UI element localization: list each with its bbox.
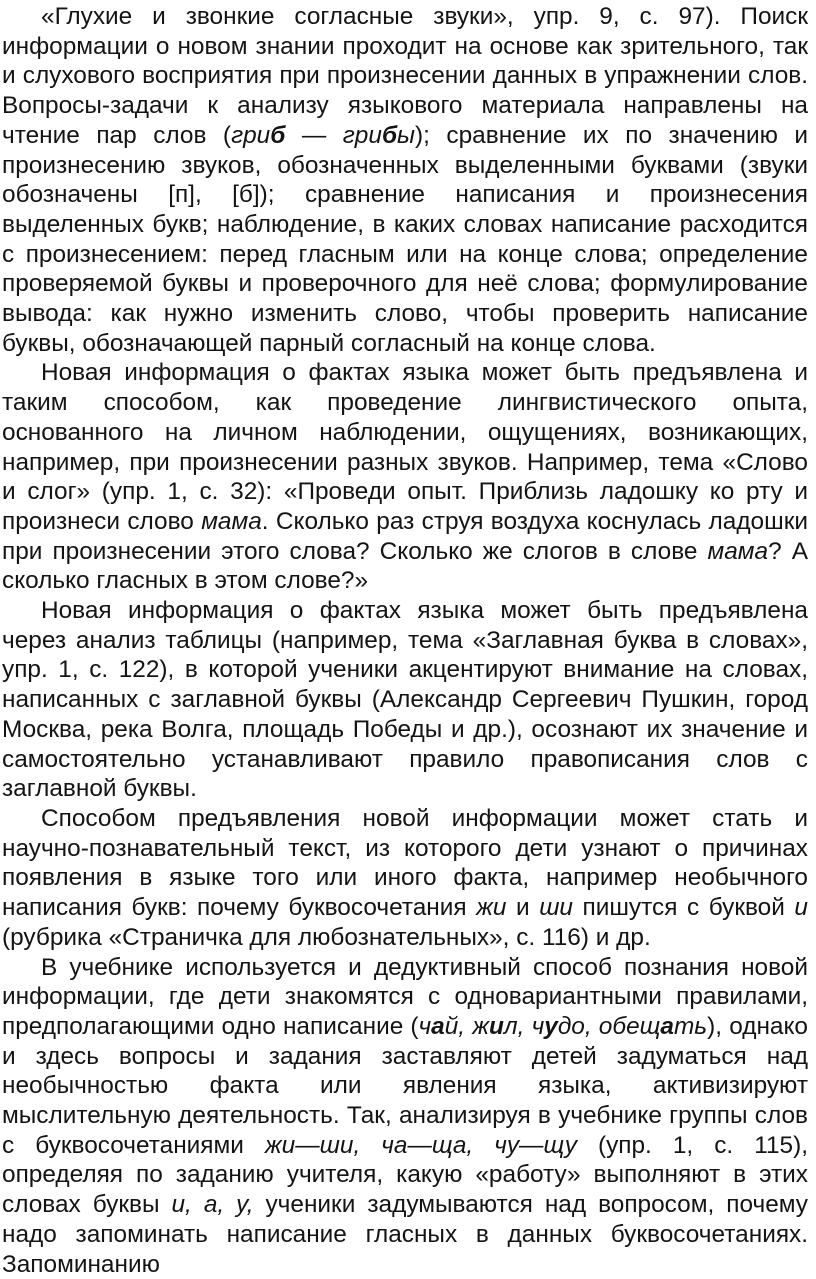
text-run: Новая информация о фактах языка может быть предъявлена через анализ таблицы (например, тема «Заглавная буква в словах», упр. 1, с. 122), в которой ученики акцентируют внимание на словах, написанных с заглавной буквы (Александр Сергеевич Пушкин, город Москва, река Волга, площадь Победы и др.), осознают их значение и самостоятельно устанавливают правило правописания слов с заглавной буквы. xyxy=(2,597,808,802)
emphasis-run: ть xyxy=(674,1013,707,1040)
emphasis-run: ши xyxy=(539,894,573,921)
emphasis-run: й, ж xyxy=(445,1013,489,1040)
paragraph-1 xyxy=(2,2,808,358)
emphasis-run: у xyxy=(544,1013,558,1040)
emphasis-run: до, обещ xyxy=(558,1013,661,1040)
emphasis-run: и, а, у, xyxy=(171,1191,253,1218)
text-run: ученики задумываются над вопросом, почему надо запоминать написание гласных в данных буквосочетаниях. Запоминанию xyxy=(2,1191,808,1277)
emphasis-run: л, ч xyxy=(504,1013,544,1040)
paragraph-5 xyxy=(2,953,808,1279)
emphasis-run: жи—ши, ча—ща, чу—щу xyxy=(265,1132,577,1159)
text-run: В учебнике используется и дедуктивный способ познания новой информации, где дети знакомятся с одновариантными правилами, предполагающими одно написание ( xyxy=(2,954,808,1040)
text-run: — xyxy=(285,122,342,149)
emphasis-run: и xyxy=(489,1013,504,1040)
text-run: ), однако и здесь вопросы и задания заставляют детей задуматься над необычностью факта или явления языка, активизируют мыслительную деятельность. Так, анализируя в учебнике группы слов с буквосочетаниями xyxy=(2,1013,808,1159)
emphasis-run: а xyxy=(431,1013,445,1040)
text-run: Новая информация о фактах языка может быть предъявлена и таким способом, как проведение лингвистического опыта, основанного на личном наблюдении, ощущениях, возникающих, например, при произнесении разных звуков. Например, тема «Слово и слог» (упр. 1, с. 32): «Проведи опыт. Приблизь ладошку ко рту и произнеси слово xyxy=(2,359,808,535)
emphasis-run: мама xyxy=(708,538,769,565)
emphasis-run: б xyxy=(382,122,397,149)
emphasis-run: и xyxy=(794,894,808,921)
emphasis-run: гри xyxy=(343,122,382,149)
text-run: Способом предъявления новой информации может стать и научно-познавательный текст, из которого дети узнают о причинах появления в языке того или иного факта, например необычного написания букв: почему буквосочетания xyxy=(2,805,808,921)
text-run: (упр. 1, с. 115), определяя по заданию учителя, какую «работу» выполняют в этих словах буквы xyxy=(2,1132,808,1218)
text-run: ? А сколько гласных в этом слове?» xyxy=(2,538,808,595)
emphasis-run: ы xyxy=(397,122,415,149)
text-run: пишутся с буквой xyxy=(573,894,794,921)
emphasis-run: гри xyxy=(231,122,270,149)
text-run: (рубрика «Страничка для любознательных», с. 116) и др. xyxy=(2,924,651,951)
emphasis-run: мама xyxy=(201,508,262,535)
text-run: и xyxy=(506,894,539,921)
paragraph-4 xyxy=(2,804,808,953)
document-body xyxy=(2,2,808,1279)
emphasis-run: ч xyxy=(419,1013,432,1040)
text-run: . Сколько раз струя воздуха коснулась ладошки при произнесении этого слова? Сколько же слогов в слове xyxy=(2,508,808,565)
emphasis-run: б xyxy=(270,122,285,149)
text-run: «Глухие и звонкие согласные звуки», упр. 9, с. 97). Поиск информации о новом знании проходит на основе как зрительного, так и слухового восприятия при произнесении данных в упражнении слов. Вопросы-задачи к анализу языкового материала направлены на чтение пар слов ( xyxy=(2,3,808,149)
text-run: ); сравнение их по значению и произнесению звуков, обозначенных выделенными буквами (звуки обозначены [п], [б]); сравнение написания и произнесения выделенных букв; наблюдение, в каких словах написание расходится с произнесением: перед гласным или на конце слова; определение проверяемой буквы и проверочного для неё слова; формулирование вывода: как нужно изменить слово, чтобы проверить написание буквы, обозначающей парный согласный на конце слова. xyxy=(2,122,808,357)
paragraph-2 xyxy=(2,358,808,596)
paragraph-3 xyxy=(2,596,808,804)
emphasis-run: а xyxy=(660,1013,674,1040)
emphasis-run: жи xyxy=(476,894,506,921)
